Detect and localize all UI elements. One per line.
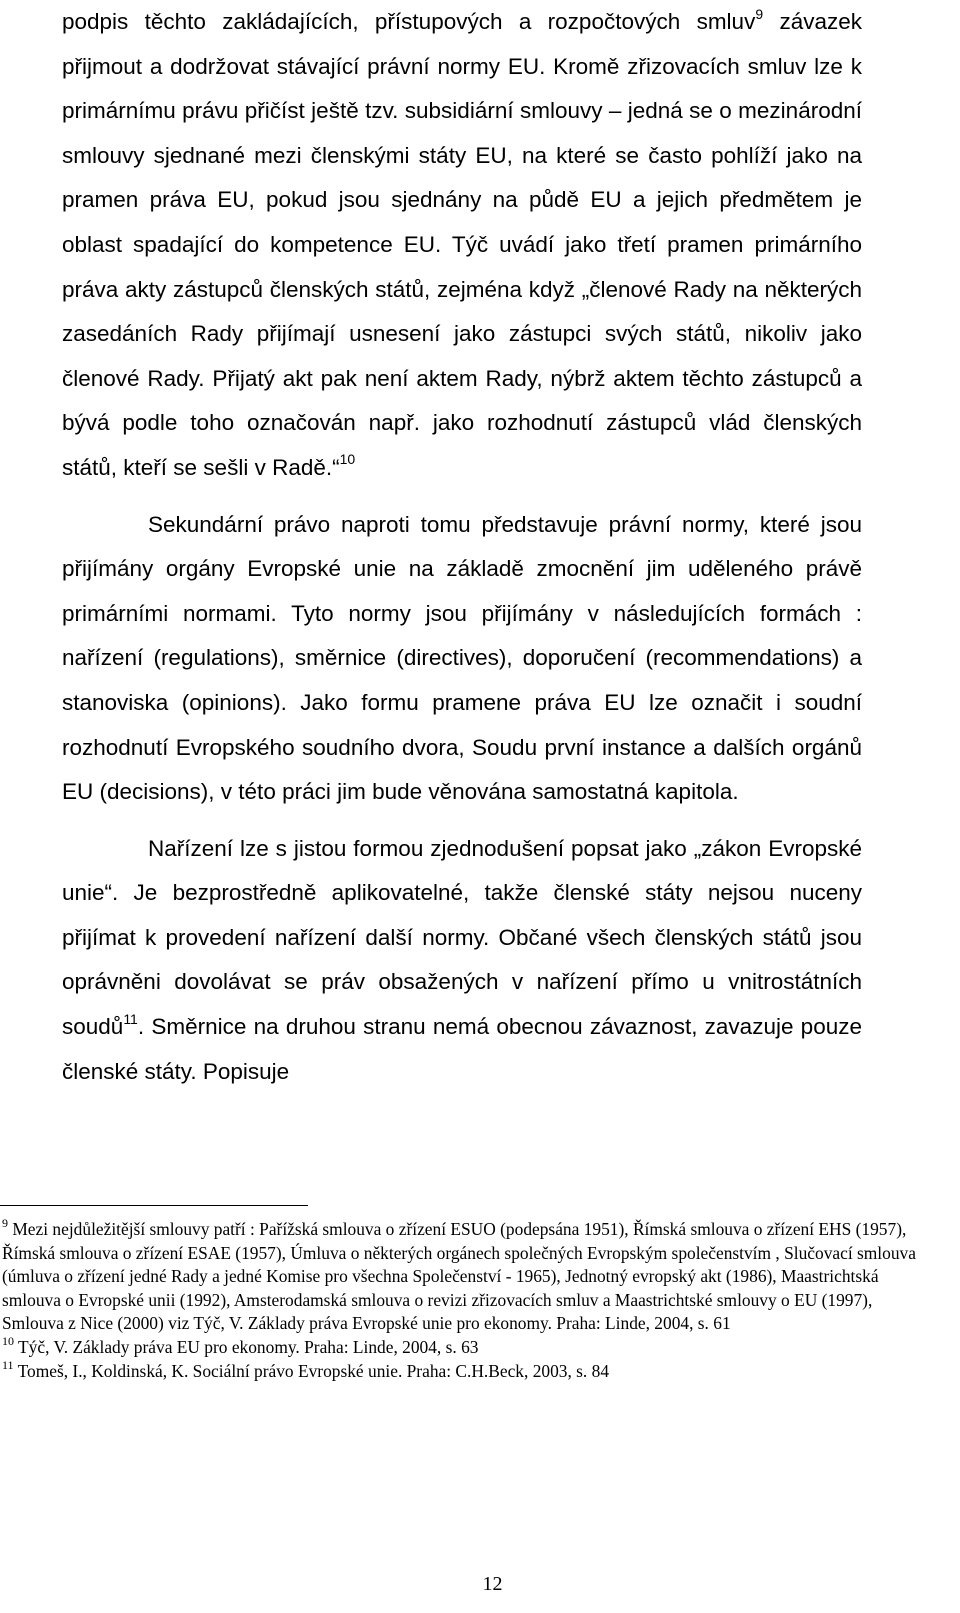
footnote-number: 9 xyxy=(2,1216,8,1231)
paragraph-3 xyxy=(62,827,862,1095)
footnote-number: 10 xyxy=(2,1334,14,1349)
paragraph-3-text-a: Nařízení lze s jistou formou zjednodušení popsat jako „zákon Evropské unie“. Je bezprostředně aplikovatelné, takže členské státy nejsou nuceny přijímat k provedení nařízení další normy. Občané všech členských států jsou oprávněni dovolávat se práv obsažených v nařízení přímo u vnitrostátních soudů xyxy=(62,835,862,1040)
footnote-9 xyxy=(2,1218,934,1336)
paragraph-2: Sekundární právo naproti tomu představuje právní normy, které jsou přijímány orgány Evropské unie na základě zmocnění jim uděleného právě primárními normami. Tyto normy jsou přijímány v následujících formách : nařízení (regulations), směrnice (directives), doporučení (recommendations) a stanoviska (opinions). Jako formu pramene práva EU lze označit i soudní rozhodnutí Evropského soudního dvora, Soudu první instance a dalších orgánů EU (decisions), v této práci jim bude věnována samostatná kapitola. xyxy=(62,511,862,805)
page-number: 12 xyxy=(482,1573,503,1595)
paragraph-1 xyxy=(62,0,862,491)
paragraph-3-text-b: . Směrnice na druhou stranu nemá obecnou závaznost, zavazuje pouze členské státy. Popisuje xyxy=(62,1014,862,1084)
footnote-text: Tomeš, I., Koldinská, K. Sociální právo Evropské unie. Praha: C.H.Beck, 2003, s. 84 xyxy=(13,1360,610,1381)
footnote-ref-11[interactable]: 11 xyxy=(123,1010,138,1027)
footnote-text: Mezi nejdůležitější smlouvy patří : Pařížská smlouva o zřízení ESUO (podepsána 1951), Římská smlouva o zřízení EHS (1957), Římská smlouva o zřízení ESAE (1957), Úmluva o některých orgánech společných Evropským společenstvím , Slučovací smlouva (úmluva o zřízení jedné Rady a jedné Komise pro všechna Společenství - 1965), Jednotný evropský akt (1986), Maastrichtská smlouva o Evropské unii (1992), Amsterodamská smlouva o revizi zřizovacích smluv a Maastrichtské smlouvy o EU (1997), Smlouva z Nice (2000) viz Týč, V. Základy práva Evropské unie pro ekonomy. Praha: Linde, 2004, s. 61 xyxy=(2,1219,916,1334)
footnotes xyxy=(2,1218,934,1383)
footnote-separator xyxy=(0,1205,308,1206)
paragraph-1-text-a: podpis těchto zakládajících, přístupových a rozpočtových smluv xyxy=(62,9,756,34)
footnote-number: 11 xyxy=(2,1357,14,1372)
footnote-ref-10[interactable]: 10 xyxy=(339,451,356,468)
footnote-10 xyxy=(2,1336,934,1360)
footnote-11 xyxy=(2,1357,934,1384)
footnote-text: Týč, V. Základy práva EU pro ekonomy. Praha: Linde, 2004, s. 63 xyxy=(14,1336,479,1357)
body-text xyxy=(62,0,862,1094)
paragraph-1-text-b: závazek přijmout a dodržovat stávající právní normy EU. Kromě zřizovacích smluv lze k primárnímu právu přičíst ještě tzv. subsidiární smlouvy – jedná se o mezinárodní smlouvy sjednané mezi členskými státy EU, na které se často pohlíží jako na pramen práva EU, pokud jsou sjednány na půdě EU a jejich předmětem je oblast spadající do kompetence EU. Týč uvádí jako třetí pramen primárního práva akty zástupců členských států, zejména když „členové Rady na některých zasedáních Rady přijímají usnesení jako zástupci svých států, nikoliv jako členové Rady. Přijatý akt pak není aktem Rady, nýbrž aktem těchto zástupců a bývá podle toho označován např. jako rozhodnutí zástupců vlád členských států, kteří se sešli v Radě.“ xyxy=(62,9,863,480)
footnote-ref-9[interactable]: 9 xyxy=(755,5,764,22)
